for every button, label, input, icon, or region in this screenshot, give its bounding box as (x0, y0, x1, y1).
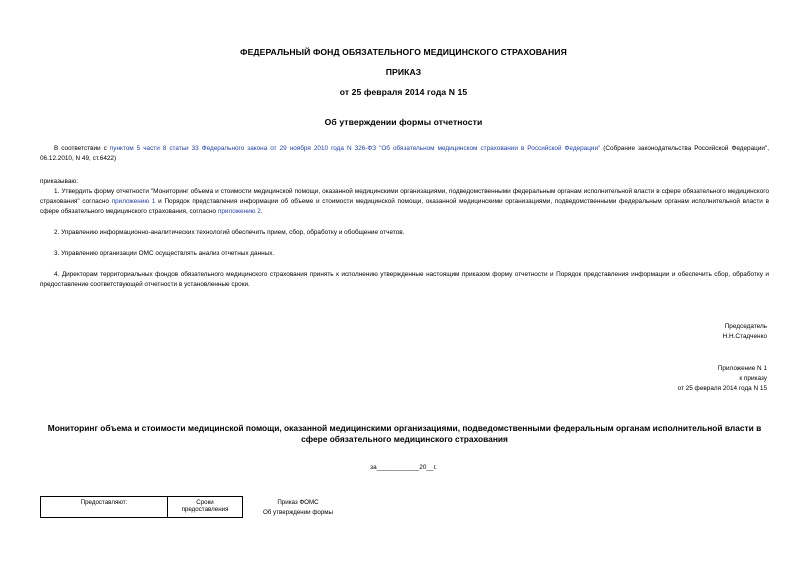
signature-block (723, 322, 767, 342)
preamble (40, 144, 769, 164)
annex-reference (678, 364, 767, 394)
doc-type: ПРИКАЗ (385, 67, 422, 77)
law-link[interactable]: пунктом 5 части 8 статьи 33 Федерального закона от 29 ноября 2010 года N 326-ФЗ "Об обязательном медицинском страховании в Российской Федерации" (109, 145, 601, 152)
form-header-table (40, 496, 243, 518)
order-word: приказываю: (40, 178, 78, 185)
item-1-text-a: 1. Утвердить форму отчетности "Мониторинг объема и стоимости медицинской помощи, оказанной медицинскими организациями, подведомственными федеральным органам исполнительной власти в сфере обязательного медицинского страхования" согласно (40, 188, 769, 205)
item-1-text-b: и Порядок представления информации об объеме и стоимости медицинской помощи, оказанной медицинскими организациями, подведомственными федеральным органам исполнительной власти в сфере обязательного медицинского страхования, согласно (40, 198, 769, 215)
item-1-text-c: . (260, 208, 263, 215)
stamp-line-1: Приказ ФОМС (277, 499, 319, 506)
annex-1-link[interactable]: приложению 1 (111, 198, 156, 205)
stamp-line-2: Об утверждении формы (262, 509, 334, 516)
col-submitters-label: Предоставляют: (80, 499, 128, 506)
doc-date-number: от 25 февраля 2014 года N 15 (339, 87, 468, 97)
org-name: ФЕДЕРАЛЬНЫЙ ФОНД ОБЯЗАТЕЛЬНОГО МЕДИЦИНСКОГО СТРАХОВАНИЯ (240, 47, 567, 57)
table-row (41, 497, 243, 518)
signature-position: Председатель (724, 323, 767, 330)
table-cell-deadlines (168, 497, 243, 518)
item-1 (40, 187, 769, 217)
doc-subject: Об утверждении формы отчетности (324, 117, 483, 127)
col-deadlines-label: Сроки предоставления (181, 499, 229, 513)
form-stamp (256, 498, 340, 518)
period-line: за____________20__г. (370, 464, 437, 471)
annex-ref-line-3: от 25 февраля 2014 года N 15 (677, 385, 767, 392)
item-2: 2. Управлению информационно-аналитических технологий обеспечить прием, сбор, обработку и обобщение отчетов. (54, 229, 405, 236)
annex-2-link[interactable]: приложению 2 (217, 208, 261, 215)
table-cell-submitters (41, 497, 168, 518)
item-3: 3. Управлению организации ОМС осуществлять анализ отчетных данных. (54, 250, 275, 257)
preamble-text-2: (Собрание законодательства Российской Федерации", 06.12.2010, N 49, ст.6422) (40, 145, 769, 162)
item-4: 4. Директорам территориальных фондов обязательного медицинского страхования принять к исполнению утвержденные настоящим приказом форму отчетности и Порядок представления информации и обеспечить сбор, обработку и предоставление соответствующей отчетности в установленные сроки. (40, 271, 769, 288)
signature-name: Н.Н.Стадченко (722, 333, 767, 340)
annex-ref-line-1: Приложение N 1 (717, 365, 767, 372)
annex-ref-line-2: к приказу (739, 375, 767, 382)
annex-title: Мониторинг объема и стоимости медицинской помощи, оказанной медицинскими организациями, подведомственными федеральным органам исполнительной власти в сфере обязательного медицинского страхования (47, 423, 762, 444)
preamble-text-1: В соответствии с (54, 145, 110, 152)
